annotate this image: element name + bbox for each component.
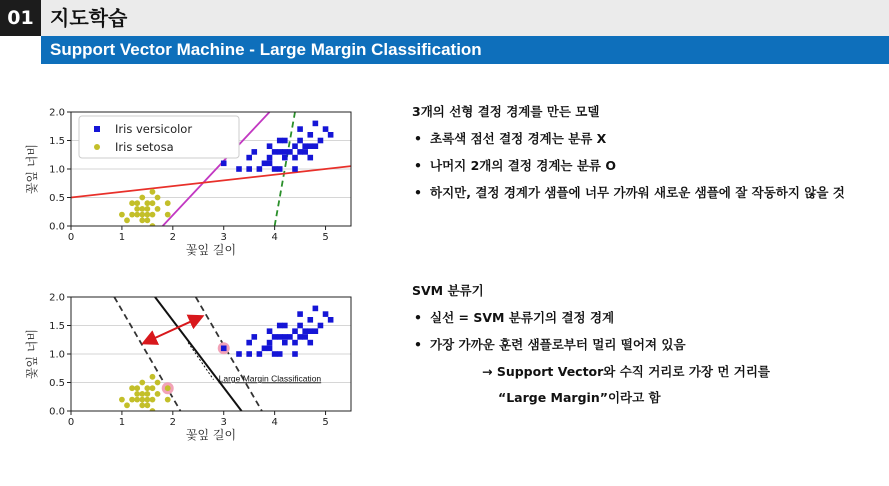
versicolor-point [221, 346, 227, 352]
y-axis-label: 꽃잎 너비 [25, 328, 39, 380]
setosa-point [165, 200, 171, 206]
setosa-point [155, 206, 161, 212]
versicolor-point [292, 166, 298, 172]
section-title: 지도학습 [50, 6, 128, 30]
setosa-point [124, 217, 130, 223]
y-tick-label: 1.5 [49, 321, 65, 332]
setosa-point [144, 402, 150, 408]
versicolor-point [246, 351, 252, 357]
versicolor-point [246, 166, 252, 172]
chart-three-boundaries-svg [22, 100, 362, 265]
setosa-point [129, 397, 135, 403]
y-tick-label: 1.5 [49, 136, 65, 147]
notes-bottom-arrow-line: → Support Vector와 수직 거리로 가장 먼 거리를 [482, 364, 770, 379]
y-axis-label: 꽃잎 너비 [25, 143, 39, 195]
setosa-point [150, 397, 156, 403]
setosa-point [129, 212, 135, 218]
setosa-point [155, 195, 161, 201]
versicolor-point [287, 334, 293, 340]
versicolor-point [282, 155, 288, 161]
versicolor-point [267, 155, 273, 161]
versicolor-point [272, 149, 278, 155]
versicolor-point [313, 328, 319, 334]
setosa-point [139, 391, 145, 397]
list-item: • 나머지 2개의 결정 경계는 분류 O [412, 157, 882, 175]
setosa-point [165, 385, 171, 391]
legend-marker-versicolor [94, 126, 100, 132]
versicolor-point [272, 351, 278, 357]
versicolor-point [318, 323, 324, 329]
setosa-point [139, 212, 145, 218]
setosa-point [139, 402, 145, 408]
chart-svm-large-margin [22, 285, 362, 450]
setosa-point [134, 391, 140, 397]
versicolor-point [236, 166, 242, 172]
versicolor-point [262, 346, 268, 352]
x-axis-label: 꽃잎 길이 [185, 243, 237, 257]
legend-marker-setosa [94, 144, 100, 150]
x-tick-label: 3 [220, 417, 227, 428]
versicolor-point [277, 166, 283, 172]
versicolor-point [246, 155, 252, 161]
versicolor-point [292, 328, 298, 334]
notes-bottom-arrow-line-2: “Large Margin”이라고 함 [498, 390, 661, 405]
y-tick-label: 0.5 [49, 378, 65, 389]
header-bar [0, 0, 889, 36]
versicolor-point [307, 317, 313, 323]
versicolor-point [313, 143, 319, 149]
y-tick-label: 0.0 [49, 221, 65, 233]
versicolor-point [277, 351, 283, 357]
versicolor-point [307, 340, 313, 346]
setosa-point [150, 200, 156, 206]
versicolor-point [282, 138, 288, 144]
x-axis-label: 꽃잎 길이 [185, 428, 237, 442]
list-item: • 하지만, 결정 경계가 샘플에 너무 가까워 새로운 샘플에 잘 작동하지 않을 것 [412, 184, 882, 202]
x-tick-label: 2 [169, 417, 177, 428]
setosa-point [134, 212, 140, 218]
versicolor-point [302, 143, 308, 149]
versicolor-point [323, 126, 329, 132]
section-number: 01 [0, 0, 41, 36]
versicolor-point [251, 149, 257, 155]
versicolor-point [257, 166, 263, 172]
versicolor-point [292, 351, 298, 357]
versicolor-point [287, 149, 293, 155]
versicolor-point [277, 138, 283, 144]
notes-bottom-heading: SVM 분류기 [412, 283, 484, 298]
setosa-point [119, 397, 125, 403]
setosa-point [144, 217, 150, 223]
x-tick-label: 0 [67, 417, 75, 428]
x-tick-label: 5 [322, 232, 329, 243]
notes-top-heading: 3개의 선형 결정 경계를 만든 모델 [412, 104, 600, 119]
versicolor-point [297, 311, 303, 317]
setosa-point [134, 200, 140, 206]
y-tick-label: 2.0 [49, 107, 65, 119]
y-tick-label: 0.5 [49, 193, 65, 204]
y-tick-label: 2.0 [49, 292, 65, 304]
versicolor-point [282, 334, 288, 340]
list-item: • 가장 가까운 훈련 샘플로부터 멀리 떨어져 있음 [412, 336, 882, 354]
versicolor-point [323, 311, 329, 317]
versicolor-point [267, 328, 273, 334]
versicolor-point [328, 317, 334, 323]
versicolor-point [267, 161, 273, 167]
setosa-point [139, 195, 145, 201]
x-tick-label: 1 [118, 232, 126, 243]
setosa-point [139, 206, 145, 212]
versicolor-point [257, 351, 263, 357]
y-tick-label: 0.0 [49, 406, 65, 418]
setosa-point [134, 206, 140, 212]
versicolor-point [292, 155, 298, 161]
setosa-point [165, 212, 171, 218]
versicolor-point [307, 328, 313, 334]
y-tick-label: 1.0 [49, 164, 65, 176]
notes-bottom [412, 282, 882, 407]
versicolor-point [282, 340, 288, 346]
versicolor-point [221, 161, 227, 167]
x-tick-label: 4 [271, 232, 278, 243]
chart-svm-large-margin-svg [22, 285, 362, 450]
versicolor-point [318, 138, 324, 144]
versicolor-point [313, 121, 319, 127]
setosa-point [155, 391, 161, 397]
versicolor-point [302, 328, 308, 334]
setosa-point [134, 397, 140, 403]
setosa-point [144, 206, 150, 212]
x-tick-label: 5 [322, 417, 329, 428]
notes-bottom-list [412, 309, 882, 354]
x-tick-label: 3 [220, 232, 227, 243]
setosa-point [150, 212, 156, 218]
versicolor-point [297, 126, 303, 132]
x-tick-label: 4 [271, 417, 278, 428]
legend-label: Iris versicolor [115, 122, 193, 136]
setosa-point [139, 397, 145, 403]
setosa-point [155, 380, 161, 386]
x-tick-label: 0 [67, 232, 75, 243]
versicolor-point [302, 149, 308, 155]
setosa-point [139, 380, 145, 386]
setosa-point [150, 189, 156, 195]
y-tick-label: 1.0 [49, 349, 65, 361]
versicolor-point [277, 323, 283, 329]
versicolor-point [262, 161, 268, 167]
setosa-point [144, 385, 150, 391]
versicolor-point [267, 340, 273, 346]
versicolor-point [282, 323, 288, 329]
versicolor-point [307, 143, 313, 149]
versicolor-point [272, 334, 278, 340]
setosa-point [150, 374, 156, 380]
versicolor-point [307, 132, 313, 138]
setosa-point [144, 212, 150, 218]
x-tick-label: 1 [118, 417, 126, 428]
versicolor-point [297, 138, 303, 144]
versicolor-point [328, 132, 334, 138]
notes-top [412, 103, 882, 202]
versicolor-point [302, 334, 308, 340]
chart-three-boundaries [22, 100, 362, 265]
versicolor-point [297, 323, 303, 329]
versicolor-point [292, 340, 298, 346]
versicolor-point [277, 149, 283, 155]
versicolor-point [267, 143, 273, 149]
versicolor-point [251, 334, 257, 340]
versicolor-point [277, 334, 283, 340]
versicolor-point [292, 143, 298, 149]
versicolor-point [282, 149, 288, 155]
subtitle: Support Vector Machine - Large Margin Classification [50, 40, 482, 59]
list-item: • 초록색 점선 결정 경계는 분류 X [412, 130, 882, 148]
annotation-label: Large Margin Classification [218, 373, 322, 384]
setosa-point [144, 200, 150, 206]
setosa-point [144, 397, 150, 403]
setosa-point [144, 391, 150, 397]
setosa-point [134, 385, 140, 391]
setosa-point [165, 397, 171, 403]
setosa-point [124, 402, 130, 408]
setosa-point [150, 385, 156, 391]
versicolor-point [297, 334, 303, 340]
versicolor-point [267, 346, 273, 352]
versicolor-point [313, 306, 319, 312]
list-item: • 실선 = SVM 분류기의 결정 경계 [412, 309, 882, 327]
versicolor-point [297, 149, 303, 155]
versicolor-point [246, 340, 252, 346]
setosa-point [139, 217, 145, 223]
notes-top-list [412, 130, 882, 202]
versicolor-point [236, 351, 242, 357]
subtitle-bar [41, 36, 889, 64]
setosa-point [119, 212, 125, 218]
setosa-point [129, 200, 135, 206]
versicolor-point [272, 166, 278, 172]
x-tick-label: 2 [169, 232, 177, 243]
versicolor-point [307, 155, 313, 161]
setosa-point [129, 385, 135, 391]
legend-label: Iris setosa [115, 140, 174, 154]
